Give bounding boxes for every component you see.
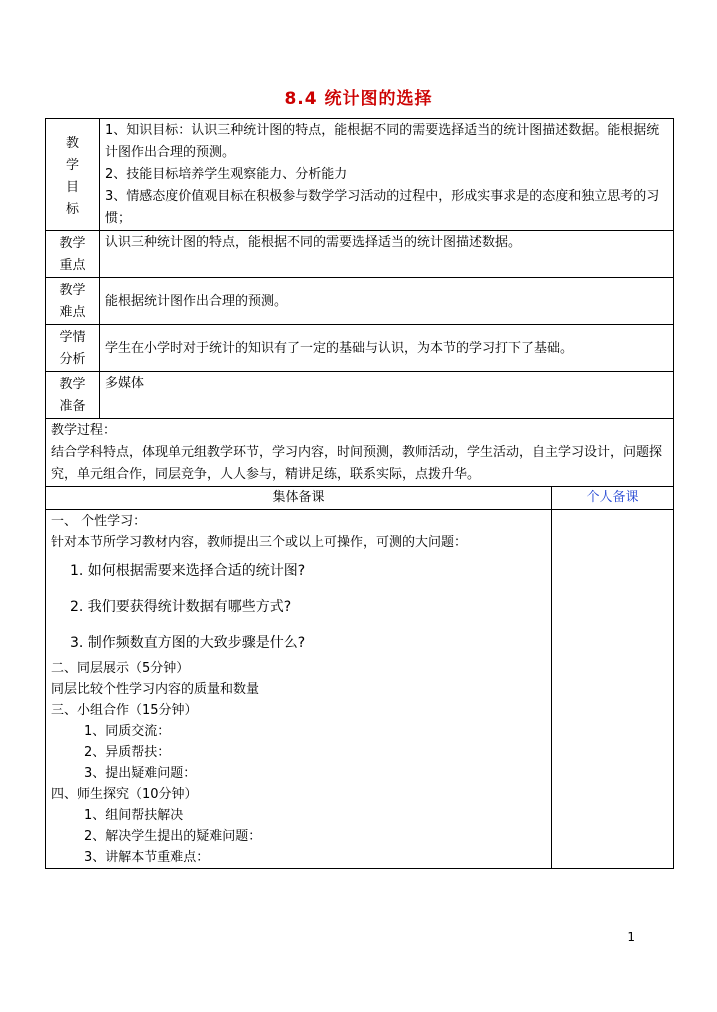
process-heading: 教学过程：: [51, 423, 117, 438]
preparation-label: 教学 准备: [46, 372, 100, 419]
page-number: 1: [627, 930, 635, 944]
section-2-text: 同层比较个性学习内容的质量和数量: [51, 682, 260, 697]
key-points-row: [46, 231, 674, 278]
goal-3: 3、情感态度价值观目标在积极参与数学学习活动的过程中，形成实事求是的态度和独立思考的习惯；: [105, 189, 660, 226]
lesson-plan-table: [45, 118, 674, 869]
section-4-item-2: 2、解决学生提出的疑难问题：: [84, 829, 262, 844]
section-3-item-2: 2、异质帮扶：: [84, 745, 171, 760]
process-content: [46, 419, 674, 487]
sections-row: [46, 510, 674, 869]
columns-header-row: [46, 487, 674, 510]
collective-content: [46, 510, 552, 869]
question-3: 3. 制作频数直方图的大致步骤是什么?: [70, 635, 306, 651]
goals-label: 教学目标: [46, 119, 100, 231]
process-row: [46, 419, 674, 487]
section-4-item-1: 1、组间帮扶解决: [84, 808, 184, 823]
goal-1: 1、知识目标：认识三种统计图的特点，能根据不同的需要选择适当的统计图描述数据。能根据统计图作出合理的预测。: [105, 123, 660, 160]
question-1: 1. 如何根据需要来选择合适的统计图?: [70, 563, 306, 579]
section-3-title: 三、小组合作（15分钟）: [51, 703, 198, 718]
section-4-title: 四、师生探究（10分钟）: [51, 787, 198, 802]
goal-2: 2、技能目标培养学生观察能力、分析能力: [105, 167, 348, 182]
key-points-text: 认识三种统计图的特点，能根据不同的需要选择适当的统计图描述数据。: [100, 231, 674, 278]
difficulties-text: 能根据统计图作出合理的预测。: [100, 278, 674, 325]
analysis-label: 学情 分析: [46, 325, 100, 372]
section-1-title: 一、 个性学习：: [51, 514, 147, 529]
process-text: 结合学科特点，体现单元组教学环节，学习内容，时间预测，教师活动，学生活动，自主学习设计，问题探究，单元组合作，同层竞争，人人参与，精讲足练，联系实际，点拨升华。: [51, 445, 663, 482]
page-title: 8.4 统计图的选择: [284, 89, 433, 109]
personal-content: [552, 510, 674, 869]
preparation-row: [46, 372, 674, 419]
question-2: 2. 我们要获得统计数据有哪些方式?: [70, 599, 292, 615]
section-2-title: 二、同层展示（5分钟）: [51, 661, 190, 676]
difficulties-label: 教学 难点: [46, 278, 100, 325]
difficulties-row: [46, 278, 674, 325]
section-4-item-3: 3、讲解本节重难点：: [84, 850, 210, 865]
key-points-label: 教学 重点: [46, 231, 100, 278]
personal-header: 个人备课: [552, 487, 674, 510]
goals-content: [100, 119, 674, 231]
analysis-text: 学生在小学时对于统计的知识有了一定的基础与认识，为本节的学习打下了基础。: [100, 325, 674, 372]
section-1-intro: 针对本节所学习教材内容，教师提出三个或以上可操作，可测的大问题：: [51, 535, 468, 550]
section-3-item-3: 3、提出疑难问题：: [84, 766, 197, 781]
analysis-row: [46, 325, 674, 372]
goals-row: [46, 119, 674, 231]
preparation-text: 多媒体: [100, 372, 674, 419]
collective-header: 集体备课: [46, 487, 552, 510]
section-3-item-1: 1、同质交流：: [84, 724, 171, 739]
